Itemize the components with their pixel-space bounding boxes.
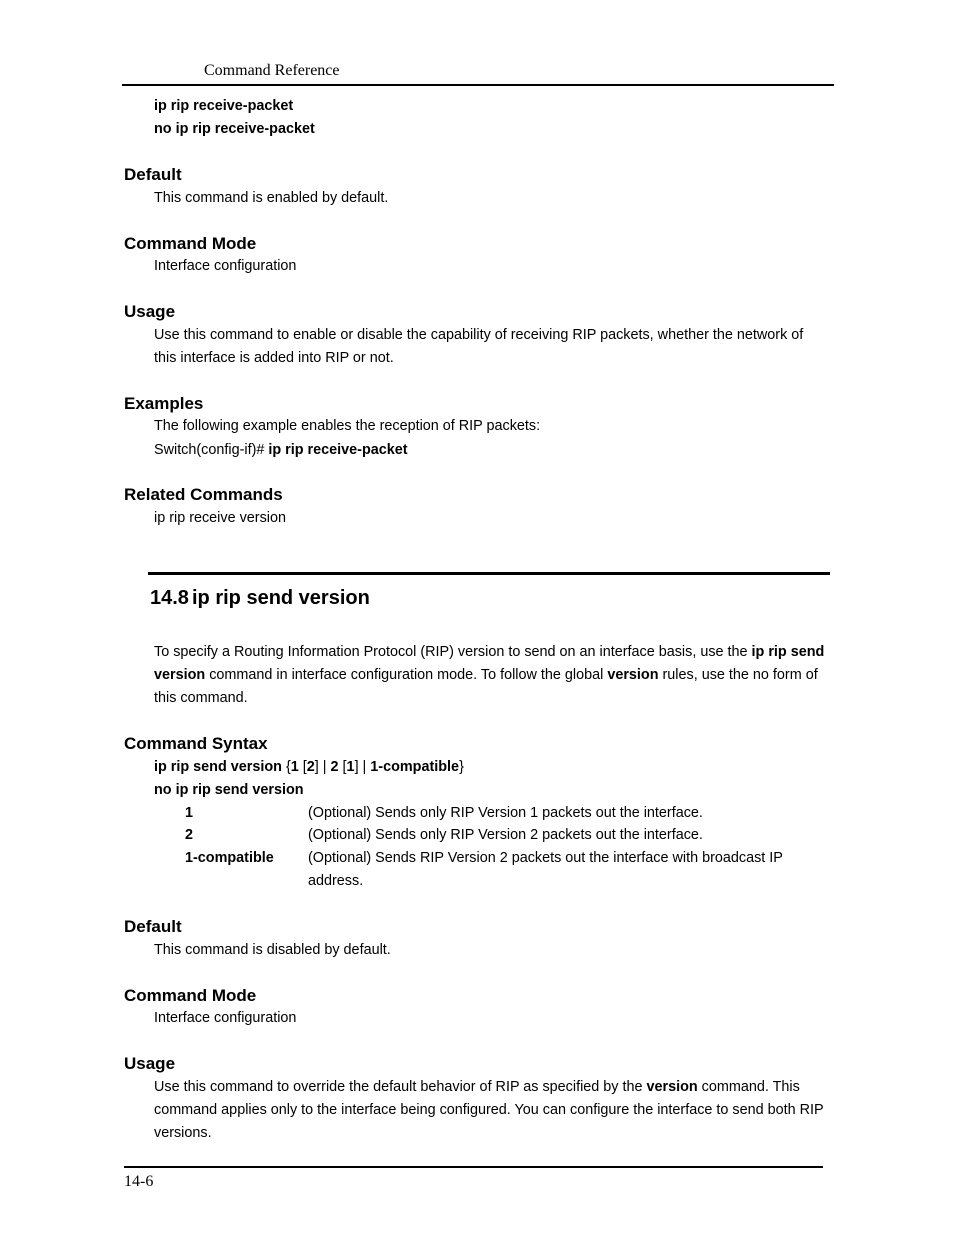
option-key: 1 <box>185 805 194 821</box>
section-title <box>150 587 370 610</box>
intro-text-1: To specify a Routing Information Protocol (RIP) version to send on an interface basis, use the <box>154 644 752 660</box>
syntax-line-1: ip rip receive-packet <box>154 98 294 114</box>
heading-usage: Usage <box>124 302 176 321</box>
syntax-punct-2: [ <box>298 759 307 775</box>
section-number: 14.8 <box>150 587 189 609</box>
syntax-punct-3: ] | <box>314 759 331 775</box>
option-desc: (Optional) Sends RIP Version 2 packets out the interface with broadcast IP address. <box>308 850 783 889</box>
option-desc: (Optional) Sends only RIP Version 1 packets out the interface. <box>308 805 703 821</box>
section-intro <box>154 641 826 710</box>
section-rule <box>148 572 830 575</box>
usage-text: Use this command to enable or disable the capability of receiving RIP packets, whether the network of this interface is added into RIP or not. <box>154 327 804 366</box>
example-command-line <box>154 439 408 462</box>
heading-command-mode: Command Mode <box>124 234 257 253</box>
syntax-line-send <box>154 756 464 779</box>
syntax-value-1: 1 <box>290 759 299 775</box>
syntax-value-3: 2 <box>330 759 339 775</box>
running-header: Command Reference <box>204 62 340 79</box>
intro-bold-command: ip rip send version <box>154 644 825 683</box>
syntax-value-2: 2 <box>306 759 315 775</box>
page-number: 14-6 <box>124 1173 154 1190</box>
header-rule <box>122 84 834 86</box>
related-commands-text: ip rip receive version <box>154 510 286 526</box>
intro-text-3: rules, use the no form of this command. <box>154 667 818 706</box>
heading-default-2: Default <box>124 917 182 936</box>
heading-usage-2: Usage <box>124 1054 176 1073</box>
usage-text-part-1: Use this command to override the default behavior of RIP as specified by the <box>154 1079 647 1095</box>
syntax-cmd: ip rip send version <box>154 759 282 775</box>
examples-text: The following example enables the reception of RIP packets: <box>154 418 541 434</box>
heading-default: Default <box>124 165 182 184</box>
syntax-punct-1: { <box>281 759 291 775</box>
option-key: 2 <box>185 827 194 843</box>
heading-command-mode-2: Command Mode <box>124 986 257 1005</box>
command-mode-text-2: Interface configuration <box>154 1010 297 1026</box>
usage-bold-version: version <box>646 1079 698 1095</box>
default-text: This command is enabled by default. <box>154 190 389 206</box>
option-key: 1-compatible <box>185 850 274 866</box>
syntax-punct-4: [ <box>338 759 347 775</box>
option-desc: (Optional) Sends only RIP Version 2 packets out the interface. <box>308 827 703 843</box>
command-mode-text: Interface configuration <box>154 258 297 274</box>
section-title-text: ip rip send version <box>192 587 370 609</box>
usage-text-2 <box>154 1076 826 1145</box>
heading-examples: Examples <box>124 394 204 413</box>
syntax-punct-5: ] | <box>354 759 371 775</box>
footer-rule <box>124 1166 823 1168</box>
default-text-2: This command is disabled by default. <box>154 942 391 958</box>
intro-text-2: command in interface configuration mode. To follow the global <box>205 667 608 683</box>
syntax-punct-6: } <box>459 759 464 775</box>
syntax-value-4: 1 <box>346 759 355 775</box>
intro-bold-version: version <box>607 667 659 683</box>
example-command: ip rip receive-packet <box>268 442 408 458</box>
syntax-line-no: no ip rip send version <box>154 782 304 798</box>
usage-text-part-2: command. This command applies only to the interface being configured. You can configure the interface to send both RIP versions. <box>154 1079 824 1141</box>
heading-related-commands: Related Commands <box>124 485 283 504</box>
syntax-value-5: 1-compatible <box>370 759 460 775</box>
heading-command-syntax: Command Syntax <box>124 734 268 753</box>
example-prompt: Switch(config-if)# <box>154 442 269 458</box>
syntax-line-2: no ip rip receive-packet <box>154 121 315 137</box>
